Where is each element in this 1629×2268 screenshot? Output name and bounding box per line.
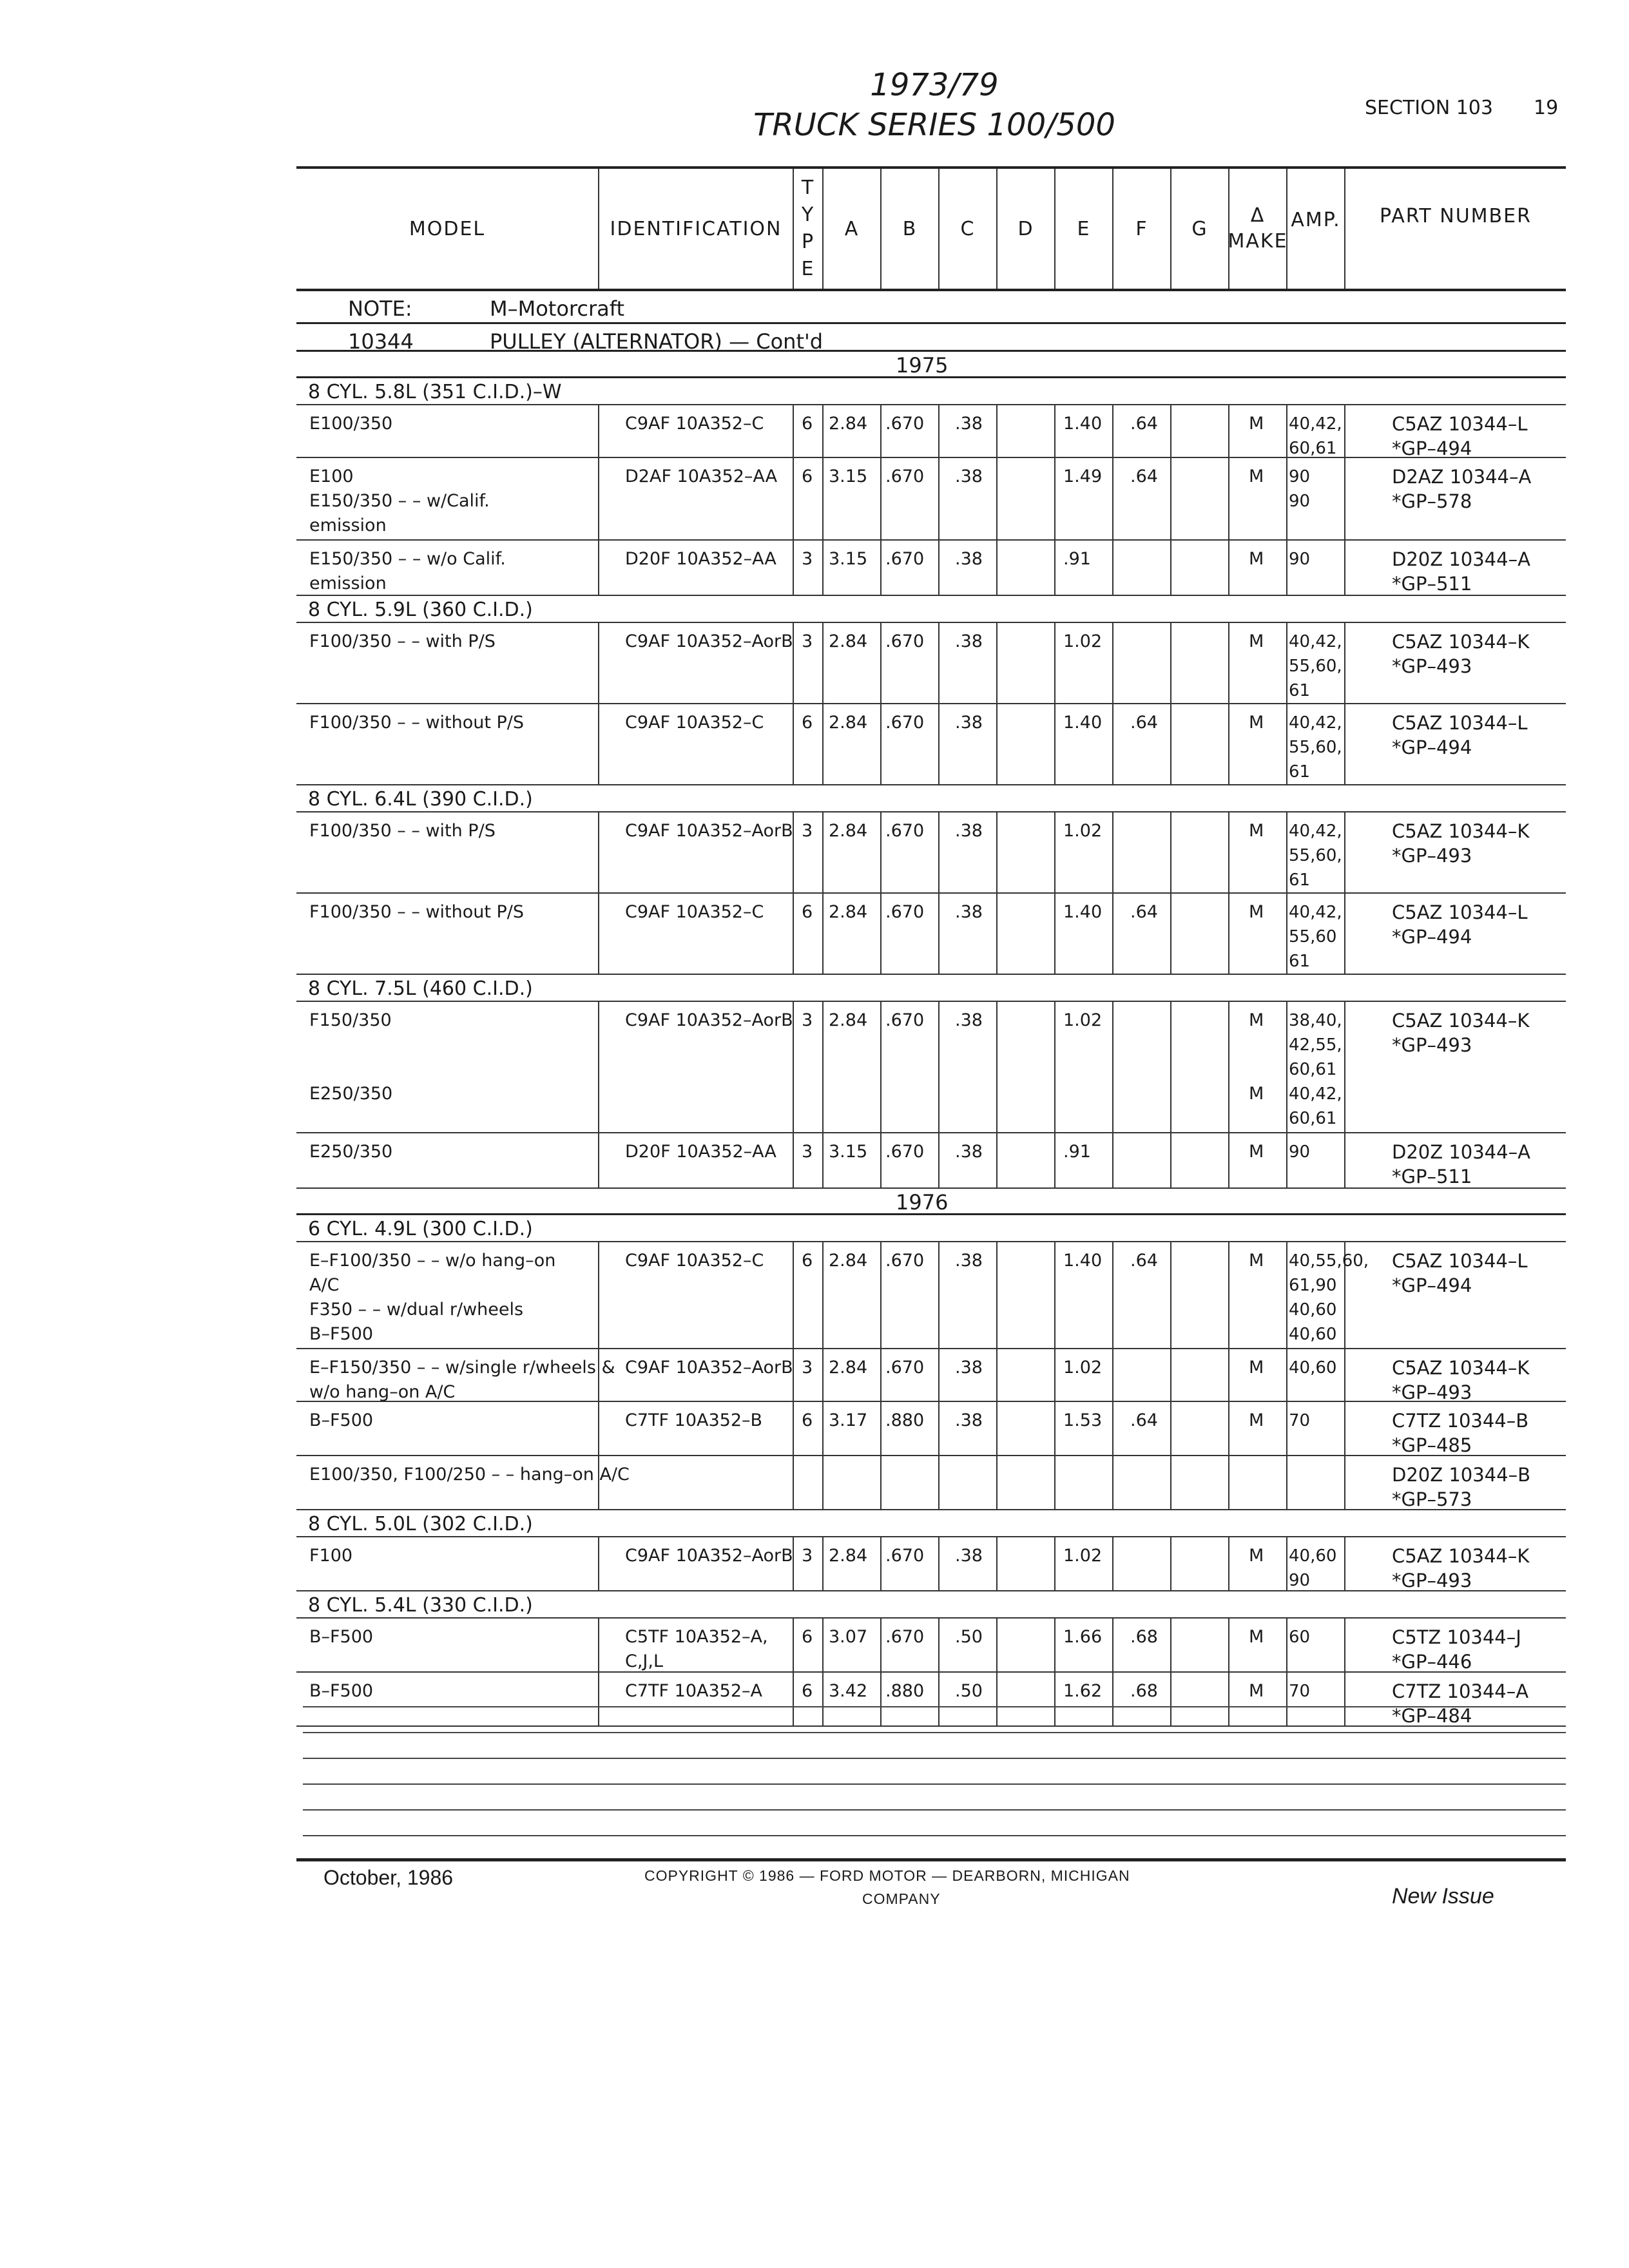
cell-type: 6 bbox=[802, 414, 813, 434]
cell-amp: 40,42, 60,61 bbox=[1289, 414, 1342, 458]
cell-amp: 70 bbox=[1289, 1682, 1311, 1701]
cell-e: 1.66 bbox=[1063, 1627, 1103, 1647]
footer-issue: New Issue bbox=[1392, 1884, 1494, 1908]
footer-copyright: COPYRIGHT © 1986 — FORD MOTOR — DEARBORN, MICHIGAN bbox=[644, 1867, 1130, 1884]
table-row bbox=[296, 1402, 1566, 1456]
col-make-header: Δ MAKE bbox=[1228, 204, 1288, 253]
blank-ruled-line bbox=[303, 1835, 1566, 1836]
cell-c: .38 bbox=[955, 466, 983, 486]
cell-amp: 40,42, 55,60, 61 bbox=[1289, 632, 1342, 700]
cell-e: 1.02 bbox=[1063, 1010, 1103, 1030]
cell-c: .50 bbox=[955, 1681, 983, 1701]
cell-a: 2.84 bbox=[829, 414, 868, 434]
cell-model: B–F500 bbox=[309, 1627, 374, 1647]
cell-c: .38 bbox=[955, 902, 983, 922]
cell-amp: 40,55,60, 61,90 40,60 40,60 bbox=[1289, 1251, 1369, 1344]
cell-id: C9AF 10A352–C bbox=[625, 902, 764, 922]
table-row bbox=[296, 458, 1566, 541]
engine-heading bbox=[296, 1215, 1566, 1242]
cell-a: 3.15 bbox=[829, 1142, 868, 1162]
cell-part: C5AZ 10344–L *GP–494 bbox=[1392, 712, 1528, 758]
cell-e: 1.49 bbox=[1063, 466, 1103, 486]
cell-b: .670 bbox=[885, 549, 925, 569]
table-row bbox=[296, 541, 1566, 596]
cell-c: .38 bbox=[955, 414, 983, 434]
table-row bbox=[296, 1456, 1566, 1510]
col-e-header: E bbox=[1077, 217, 1091, 240]
engine-heading bbox=[296, 1510, 1566, 1537]
page-title-series: TRUCK SERIES 100/500 bbox=[753, 107, 1115, 143]
cell-id: C9AF 10A352–AorB bbox=[625, 631, 793, 651]
cell-b: .670 bbox=[885, 414, 925, 434]
cell-b: .670 bbox=[885, 1627, 925, 1647]
cell-amp: 38,40, 42,55, 60,61 40,42, 60,61 bbox=[1289, 1011, 1342, 1128]
cell-part: C5TZ 10344–J *GP–446 bbox=[1392, 1626, 1521, 1673]
cell-a: 3.42 bbox=[829, 1681, 868, 1701]
cell-id: C7TF 10A352–B bbox=[625, 1410, 763, 1430]
note-text: M–Motorcraft bbox=[490, 296, 624, 321]
col-a-header: A bbox=[844, 217, 860, 240]
cell-make: M bbox=[1249, 713, 1264, 733]
col-b-header: B bbox=[902, 217, 918, 240]
cell-type: 3 bbox=[802, 1358, 813, 1378]
cell-id: C9AF 10A352–AorB bbox=[625, 1546, 793, 1566]
cell-make: M bbox=[1249, 549, 1264, 569]
footer-rule bbox=[296, 1858, 1566, 1861]
col-identification-header: IDENTIFICATION bbox=[610, 217, 782, 240]
cell-f: .64 bbox=[1130, 902, 1158, 922]
table-row bbox=[296, 1673, 1566, 1727]
cell-amp: 90 bbox=[1289, 550, 1311, 569]
engine-heading bbox=[296, 975, 1566, 1002]
cell-model: E250/350 bbox=[309, 1142, 393, 1162]
cell-type: 3 bbox=[802, 549, 813, 569]
cell-a: 2.84 bbox=[829, 1546, 868, 1566]
cell-b: .670 bbox=[885, 902, 925, 922]
table-row bbox=[296, 1133, 1566, 1189]
cell-a: 2.84 bbox=[829, 1358, 868, 1378]
cell-amp: 40,42, 55,60 61 bbox=[1289, 903, 1342, 971]
cell-f: .64 bbox=[1130, 1410, 1158, 1430]
page-title-years: 1973/79 bbox=[870, 67, 999, 103]
cell-c: .38 bbox=[955, 1546, 983, 1566]
col-c-header: C bbox=[960, 217, 976, 240]
cell-type: 6 bbox=[802, 1681, 813, 1701]
engine-label: 8 CYL. 5.8L (351 C.I.D.)–W bbox=[308, 381, 562, 403]
cell-c: .38 bbox=[955, 713, 983, 733]
cell-c: .38 bbox=[955, 1410, 983, 1430]
cell-model: E–F150/350 – – w/single r/wheels & w/o hang–on A/C bbox=[309, 1358, 615, 1402]
table-row bbox=[296, 704, 1566, 785]
cell-type: 3 bbox=[802, 1010, 813, 1030]
cell-part: C5AZ 10344–L *GP–494 bbox=[1392, 413, 1528, 459]
cell-model: E150/350 – – w/o Calif. emission bbox=[309, 549, 506, 593]
cell-id: D20F 10A352–AA bbox=[625, 549, 776, 569]
cell-a: 2.84 bbox=[829, 631, 868, 651]
cell-a: 2.84 bbox=[829, 713, 868, 733]
engine-heading bbox=[296, 596, 1566, 623]
col-g-header: G bbox=[1191, 217, 1208, 240]
cell-type: 3 bbox=[802, 631, 813, 651]
cell-model: F100/350 – – with P/S bbox=[309, 821, 496, 841]
cell-part: D2AZ 10344–A *GP–578 bbox=[1392, 466, 1532, 512]
section-row bbox=[296, 324, 1566, 352]
cell-c: .38 bbox=[955, 1142, 983, 1162]
cell-amp: 40,60 bbox=[1289, 1358, 1337, 1378]
cell-id: C9AF 10A352–AorB bbox=[625, 821, 793, 841]
cell-b: .670 bbox=[885, 1010, 925, 1030]
cell-b: .670 bbox=[885, 1142, 925, 1162]
cell-c: .38 bbox=[955, 1010, 983, 1030]
cell-make: M bbox=[1249, 1251, 1264, 1271]
parts-table bbox=[296, 166, 1566, 1727]
cell-f: .68 bbox=[1130, 1681, 1158, 1701]
cell-amp: 70 bbox=[1289, 1411, 1311, 1430]
cell-c: .38 bbox=[955, 1358, 983, 1378]
cell-amp: 40,42, 55,60, 61 bbox=[1289, 713, 1342, 782]
cell-part: C5AZ 10344–K *GP–493 bbox=[1392, 820, 1530, 867]
page-number: 19 bbox=[1534, 97, 1559, 119]
engine-label: 8 CYL. 5.0L (302 C.I.D.) bbox=[308, 1513, 533, 1535]
blank-ruled-line bbox=[303, 1732, 1566, 1733]
col-f-header: F bbox=[1135, 217, 1148, 240]
cell-id: D2AF 10A352–AA bbox=[625, 466, 778, 486]
cell-id: C5TF 10A352–A, C,J,L bbox=[625, 1627, 768, 1671]
cell-part: C5AZ 10344–K *GP–493 bbox=[1392, 1010, 1530, 1056]
cell-model: B–F500 bbox=[309, 1681, 374, 1701]
cell-e: .91 bbox=[1063, 549, 1091, 569]
cell-part: C5AZ 10344–L *GP–494 bbox=[1392, 1250, 1528, 1296]
year-row bbox=[296, 352, 1566, 378]
year-label: 1975 bbox=[896, 353, 949, 378]
engine-label: 8 CYL. 5.9L (360 C.I.D.) bbox=[308, 599, 533, 621]
table-body bbox=[296, 352, 1566, 1727]
col-type-header: T Y P E bbox=[801, 177, 815, 280]
cell-a: 2.84 bbox=[829, 902, 868, 922]
cell-a: 3.07 bbox=[829, 1627, 868, 1647]
cell-model: B–F500 bbox=[309, 1410, 374, 1430]
note-row bbox=[296, 291, 1566, 324]
note-label: NOTE: bbox=[348, 296, 412, 321]
cell-type: 6 bbox=[802, 466, 813, 486]
blank-ruled-line bbox=[303, 1706, 1566, 1707]
engine-label: 8 CYL. 7.5L (460 C.I.D.) bbox=[308, 977, 533, 1000]
cell-part: D20Z 10344–B *GP–573 bbox=[1392, 1464, 1530, 1510]
section-desc: PULLEY (ALTERNATOR) — Cont'd bbox=[490, 329, 824, 354]
cell-e: 1.53 bbox=[1063, 1410, 1103, 1430]
cell-b: .670 bbox=[885, 1251, 925, 1271]
cell-a: 2.84 bbox=[829, 821, 868, 841]
engine-heading bbox=[296, 1591, 1566, 1619]
cell-c: .38 bbox=[955, 631, 983, 651]
cell-amp: 90 90 bbox=[1289, 467, 1311, 511]
cell-f: .64 bbox=[1130, 1251, 1158, 1271]
cell-f: .64 bbox=[1130, 414, 1158, 434]
cell-b: .880 bbox=[885, 1410, 925, 1430]
cell-id: C9AF 10A352–AorB bbox=[625, 1010, 793, 1030]
cell-a: 3.15 bbox=[829, 549, 868, 569]
cell-f: .64 bbox=[1130, 713, 1158, 733]
cell-model: E100/350 bbox=[309, 414, 393, 434]
cell-model: F100/350 – – with P/S bbox=[309, 631, 496, 651]
cell-make: M bbox=[1249, 902, 1264, 922]
cell-id: C7TF 10A352–A bbox=[625, 1681, 762, 1701]
cell-part: C5AZ 10344–K *GP–493 bbox=[1392, 1357, 1530, 1403]
cell-make: M bbox=[1249, 1142, 1264, 1162]
blank-ruled-line bbox=[303, 1758, 1566, 1759]
cell-id: C9AF 10A352–C bbox=[625, 1251, 764, 1271]
cell-b: .670 bbox=[885, 1546, 925, 1566]
year-label: 1976 bbox=[896, 1190, 949, 1215]
cell-make: M bbox=[1249, 821, 1264, 841]
cell-amp: 60 bbox=[1289, 1628, 1311, 1647]
cell-make: M bbox=[1249, 1681, 1264, 1701]
cell-id: C9AF 10A352–C bbox=[625, 414, 764, 434]
cell-make: M bbox=[1249, 466, 1264, 486]
table-row bbox=[296, 812, 1566, 894]
cell-e: 1.40 bbox=[1063, 902, 1103, 922]
cell-make: M M bbox=[1249, 1010, 1264, 1104]
col-model-header: MODEL bbox=[409, 217, 486, 240]
table-row bbox=[296, 1349, 1566, 1402]
cell-e: 1.02 bbox=[1063, 1546, 1103, 1566]
cell-e: .91 bbox=[1063, 1142, 1091, 1162]
blank-ruled-line bbox=[303, 1783, 1566, 1785]
engine-label: 8 CYL. 6.4L (390 C.I.D.) bbox=[308, 788, 533, 811]
cell-f: .68 bbox=[1130, 1627, 1158, 1647]
cell-amp: 40,60 90 bbox=[1289, 1546, 1337, 1590]
cell-e: 1.02 bbox=[1063, 1358, 1103, 1378]
cell-type: 3 bbox=[802, 1142, 813, 1162]
cell-a: 3.17 bbox=[829, 1410, 868, 1430]
cell-part: C5AZ 10344–K *GP–493 bbox=[1392, 1545, 1530, 1591]
col-d-header: D bbox=[1017, 217, 1034, 240]
cell-part: D20Z 10344–A *GP–511 bbox=[1392, 548, 1530, 595]
cell-model: E100 E150/350 – – w/Calif. emission bbox=[309, 466, 490, 535]
cell-make: M bbox=[1249, 1410, 1264, 1430]
cell-e: 1.40 bbox=[1063, 1251, 1103, 1271]
cell-type: 3 bbox=[802, 821, 813, 841]
engine-heading bbox=[296, 785, 1566, 812]
cell-model: E–F100/350 – – w/o hang–on A/C F350 – – w/dual r/wheels B–F500 bbox=[309, 1251, 556, 1344]
cell-b: .670 bbox=[885, 1358, 925, 1378]
cell-e: 1.02 bbox=[1063, 821, 1103, 841]
engine-label: 8 CYL. 5.4L (330 C.I.D.) bbox=[308, 1594, 533, 1617]
cell-a: 2.84 bbox=[829, 1010, 868, 1030]
cell-c: .38 bbox=[955, 1251, 983, 1271]
cell-model: F100 bbox=[309, 1546, 353, 1566]
cell-model: F150/350 E250/350 bbox=[309, 1010, 393, 1104]
cell-part: C5AZ 10344–L *GP–494 bbox=[1392, 901, 1528, 948]
cell-make: M bbox=[1249, 1358, 1264, 1378]
table-row bbox=[296, 894, 1566, 975]
cell-part: C5AZ 10344–K *GP–493 bbox=[1392, 631, 1530, 677]
col-part-number-header: PART NUMBER bbox=[1380, 205, 1532, 227]
cell-e: 1.02 bbox=[1063, 631, 1103, 651]
table-row bbox=[296, 1002, 1566, 1133]
table-row bbox=[296, 405, 1566, 458]
cell-part: D20Z 10344–A *GP–511 bbox=[1392, 1141, 1530, 1187]
cell-make: M bbox=[1249, 414, 1264, 434]
engine-label: 6 CYL. 4.9L (300 C.I.D.) bbox=[308, 1218, 533, 1240]
cell-model: F100/350 – – without P/S bbox=[309, 713, 525, 733]
cell-b: .670 bbox=[885, 713, 925, 733]
table-row bbox=[296, 1242, 1566, 1349]
cell-type: 6 bbox=[802, 1251, 813, 1271]
cell-type: 6 bbox=[802, 902, 813, 922]
cell-type: 3 bbox=[802, 1546, 813, 1566]
blank-ruled-line bbox=[303, 1809, 1566, 1811]
cell-type: 6 bbox=[802, 1627, 813, 1647]
cell-b: .670 bbox=[885, 631, 925, 651]
cell-c: .38 bbox=[955, 821, 983, 841]
year-row bbox=[296, 1189, 1566, 1215]
table-row bbox=[296, 623, 1566, 704]
col-amp-header: AMP. bbox=[1291, 209, 1341, 231]
cell-e: 1.62 bbox=[1063, 1681, 1103, 1701]
engine-heading bbox=[296, 378, 1566, 405]
cell-a: 3.15 bbox=[829, 466, 868, 486]
cell-b: .670 bbox=[885, 821, 925, 841]
section-code: 10344 bbox=[348, 329, 414, 354]
cell-amp: 90 bbox=[1289, 1142, 1311, 1162]
cell-part: C7TZ 10344–B *GP–485 bbox=[1392, 1410, 1529, 1456]
cell-make: M bbox=[1249, 1627, 1264, 1647]
cell-make: M bbox=[1249, 1546, 1264, 1566]
cell-e: 1.40 bbox=[1063, 414, 1103, 434]
cell-amp: 40,42, 55,60, 61 bbox=[1289, 822, 1342, 890]
cell-id: C9AF 10A352–C bbox=[625, 713, 764, 733]
cell-make: M bbox=[1249, 631, 1264, 651]
cell-b: .670 bbox=[885, 466, 925, 486]
cell-type: 6 bbox=[802, 1410, 813, 1430]
cell-id: D20F 10A352–AA bbox=[625, 1142, 776, 1162]
cell-a: 2.84 bbox=[829, 1251, 868, 1271]
footer-date: October, 1986 bbox=[323, 1866, 454, 1889]
cell-c: .38 bbox=[955, 549, 983, 569]
cell-id: C9AF 10A352–AorB bbox=[625, 1358, 793, 1378]
cell-e: 1.40 bbox=[1063, 713, 1103, 733]
cell-model: E100/350, F100/250 – – hang–on A/C bbox=[309, 1465, 630, 1485]
cell-f: .64 bbox=[1130, 466, 1158, 486]
footer-company: COMPANY bbox=[862, 1890, 941, 1907]
cell-c: .50 bbox=[955, 1627, 983, 1647]
cell-model: F100/350 – – without P/S bbox=[309, 902, 525, 922]
cell-type: 6 bbox=[802, 713, 813, 733]
table-row bbox=[296, 1619, 1566, 1673]
section-label: SECTION 103 bbox=[1365, 97, 1493, 119]
cell-b: .880 bbox=[885, 1681, 925, 1701]
cell-part: C7TZ 10344–A *GP–484 bbox=[1392, 1680, 1529, 1727]
table-header bbox=[296, 166, 1566, 291]
table-row bbox=[296, 1537, 1566, 1591]
